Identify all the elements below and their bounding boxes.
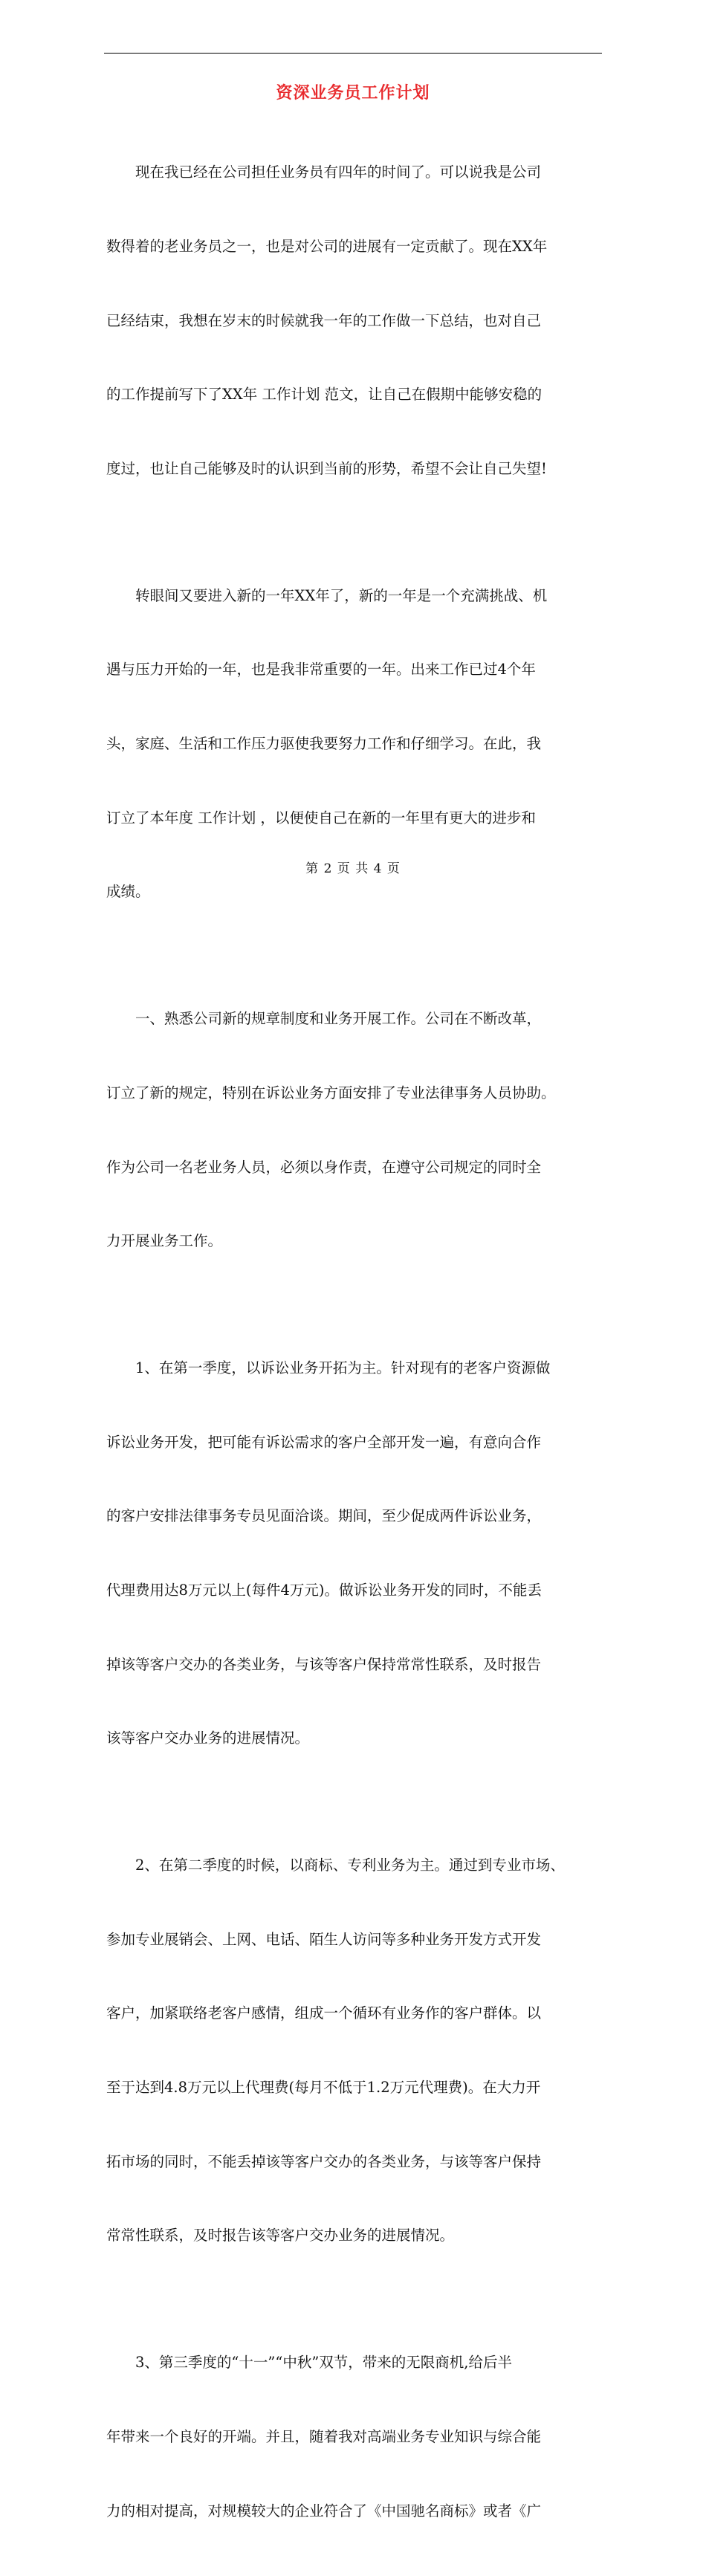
header-rule (104, 53, 602, 54)
paragraph-4 (106, 1307, 606, 1800)
text-line: 订立了本年度 工作计划 ，以便使自己在新的一年里有更大的进步和 (106, 809, 536, 826)
text-line: 成绩。 (106, 883, 150, 901)
text-line: 的客户安排法律事务专员见面洽谈。期间，至少促成两件诉讼业务， (106, 1507, 542, 1525)
text-line: 1、在第一季度，以诉讼业务开拓为主。针对现有的老客户资源做 (135, 1359, 551, 1377)
page-footer: 第 2 页 共 4 页 (305, 861, 401, 876)
paragraph-1 (106, 111, 606, 530)
text-line: 客户，加紧联络老客户感情，组成一个循环有业务作的客户群体。以 (106, 2004, 542, 2022)
text-line: 订立了新的规定，特别在诉讼业务方面安排了专业法律事务人员协助。 (106, 1084, 556, 1101)
text-line: 力的相对提高，对规模较大的企业符合了《中国驰名商标》或者《广 (106, 2502, 542, 2520)
paragraph-3 (106, 957, 606, 1303)
text-line: 常常性联系，及时报告该等客户交办业务的进展情况。 (106, 2227, 455, 2245)
text-line: 一、熟悉公司新的规章制度和业务开展工作。公司在不断改革， (135, 1010, 542, 1028)
paragraph-6 (106, 2301, 606, 2572)
text-line: 度过，也让自己能够及时的认识到当前的形势，希望不会让自己失望! (106, 459, 547, 477)
text-line: 拓市场的同时，不能丢掉该等客户交办的各类业务，与该等客户保持 (106, 2152, 542, 2170)
document-title: 资深业务员工作计划 (276, 83, 430, 103)
text-line: 诉讼业务开发，把可能有诉讼需求的客户全部开发一遍，有意向合作 (106, 1433, 542, 1451)
text-line: 3、第三季度的“十一”“中秋”双节，带来的无限商机,给后半 (135, 2354, 512, 2372)
text-line: 至于达到4.8万元以上代理费(每月不低于1.2万元代理费)。在大力开 (106, 2079, 541, 2097)
text-line: 现在我已经在公司担任业务员有四年的时间了。可以说我是公司 (135, 164, 542, 181)
text-line: 转眼间又要进入新的一年XX年了，新的一年是一个充满挑战、机 (135, 586, 548, 604)
text-line: 的工作提前写下了XX年 工作计划 范文，让自己在假期中能够安稳的 (106, 386, 543, 404)
text-line: 已经结束，我想在岁末的时候就我一年的工作做一下总结，也对自己 (106, 311, 542, 329)
text-line: 力开展业务工作。 (106, 1232, 223, 1250)
text-line: 作为公司一名老业务人员，必须以身作责，在遵守公司规定的同时全 (106, 1158, 542, 1176)
text-line: 代理费用达8万元以上(每件4万元)。做诉讼业务开发的同时，不能丢 (106, 1581, 543, 1599)
paragraph-5 (106, 1804, 606, 2297)
text-line: 该等客户交办业务的进展情况。 (106, 1729, 310, 1747)
text-line: 参加专业展销会、上网、电话、陌生人访问等多种业务开发方式开发 (106, 1930, 542, 1948)
text-line: 遇与压力开始的一年，也是我非常重要的一年。出来工作已过4个年 (106, 661, 536, 679)
text-line: 掉该等客户交办的各类业务，与该等客户保持常常性联系，及时报告 (106, 1655, 542, 1673)
text-line: 年带来一个良好的开端。并且，随着我对高端业务专业知识与综合能 (106, 2427, 542, 2445)
paragraph-2 (106, 534, 606, 953)
text-line: 头，家庭、生活和工作压力驱使我要努力工作和仔细学习。在此，我 (106, 735, 542, 753)
text-line: 2、在第二季度的时候，以商标、专利业务为主。通过到专业市场、 (135, 1857, 565, 1874)
document-body (106, 111, 606, 2576)
text-line: 数得着的老业务员之一，也是对公司的进展有一定贡献了。现在XX年 (106, 238, 548, 256)
